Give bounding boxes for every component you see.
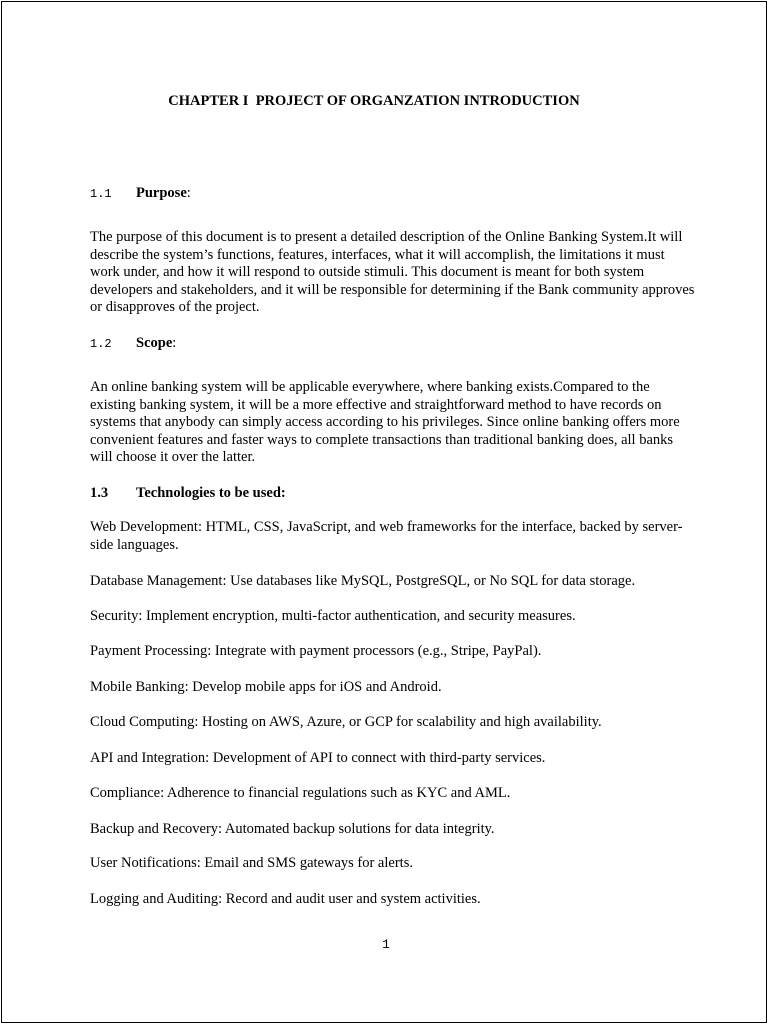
paragraph-line: The purpose of this document is to present a detailed description of the Online Banking System.It will: [90, 229, 683, 245]
item-line: Database Management: Use databases like MySQL, PostgreSQL, or No SQL for data storage.: [90, 573, 636, 589]
section-heading-scope: [90, 334, 176, 353]
item-line: Web Development: HTML, CSS, JavaScript, and web frameworks for the interface, backed by server-: [90, 519, 683, 535]
paragraph-line: describe the system’s functions, features, interfaces, what it will accomplish, the limitations it must: [90, 246, 665, 263]
section-suffix: :: [172, 335, 177, 351]
paragraph-line: convenient features and faster ways to complete transactions than traditional banking does, all banks: [90, 431, 674, 448]
paragraph-line: systems that anybody can simply access according to his privileges. Since online banking offers more: [90, 414, 680, 430]
item-line: Security: Implement encryption, multi-factor authentication, and security measures.: [90, 608, 576, 624]
section-number: 1.2: [90, 337, 112, 351]
purpose-paragraph: [90, 229, 738, 317]
item-line: Payment Processing: Integrate with payment processors (e.g., Stripe, PayPal).: [90, 643, 542, 659]
section-number: 1.1: [90, 187, 112, 201]
section-number: 1.3: [90, 485, 109, 501]
document-page: [1, 1, 767, 1023]
section-label: Scope: [136, 335, 173, 351]
item-line: User Notifications: Email and SMS gateways for alerts.: [90, 855, 413, 871]
item-line: API and Integration: Development of API to connect with third-party services.: [90, 750, 546, 766]
item-line: Logging and Auditing: Record and audit user and system activities.: [90, 891, 481, 907]
technology-item: [90, 519, 738, 554]
technology-item: [90, 643, 738, 661]
page-number: 1: [382, 937, 390, 952]
technology-item: [90, 573, 738, 591]
paragraph-line: will choose it over the latter.: [90, 449, 256, 465]
section-label: Technologies to be used:: [136, 485, 286, 501]
item-line: Compliance: Adherence to financial regulations such as KYC and AML.: [90, 785, 511, 801]
item-line: Mobile Banking: Develop mobile apps for iOS and Android.: [90, 679, 442, 695]
technology-item: [90, 855, 738, 873]
technology-item: [90, 714, 738, 732]
paragraph-line: or disapproves of the project.: [90, 299, 260, 315]
technology-item: [90, 785, 738, 803]
section-heading-technologies: [90, 484, 286, 502]
paragraph-line: An online banking system will be applicable everywhere, where banking exists.Compared to the: [90, 379, 650, 395]
paragraph-line: existing banking system, it will be a more effective and straightforward method to have records on: [90, 396, 662, 413]
item-line: Backup and Recovery: Automated backup solutions for data integrity.: [90, 821, 495, 837]
chapter-title: CHAPTER I PROJECT OF ORGANZATION INTRODUCTION: [168, 93, 580, 109]
section-suffix: :: [186, 185, 191, 201]
technology-item: [90, 679, 738, 697]
technology-item: [90, 891, 738, 909]
item-line: side languages.: [90, 536, 179, 553]
technology-item: [90, 750, 738, 768]
item-line: Cloud Computing: Hosting on AWS, Azure, or GCP for scalability and high availability.: [90, 714, 602, 730]
scope-paragraph: [90, 379, 738, 467]
section-label: Purpose: [136, 185, 187, 201]
technology-item: [90, 821, 738, 839]
section-heading-purpose: [90, 184, 191, 203]
paragraph-line: work under, and how it will respond to outside stimuli. This document is meant for both system: [90, 264, 645, 280]
paragraph-line: developers and stakeholders, and it will be responsible for determining if the Bank community approves: [90, 281, 695, 298]
technology-item: [90, 608, 738, 626]
